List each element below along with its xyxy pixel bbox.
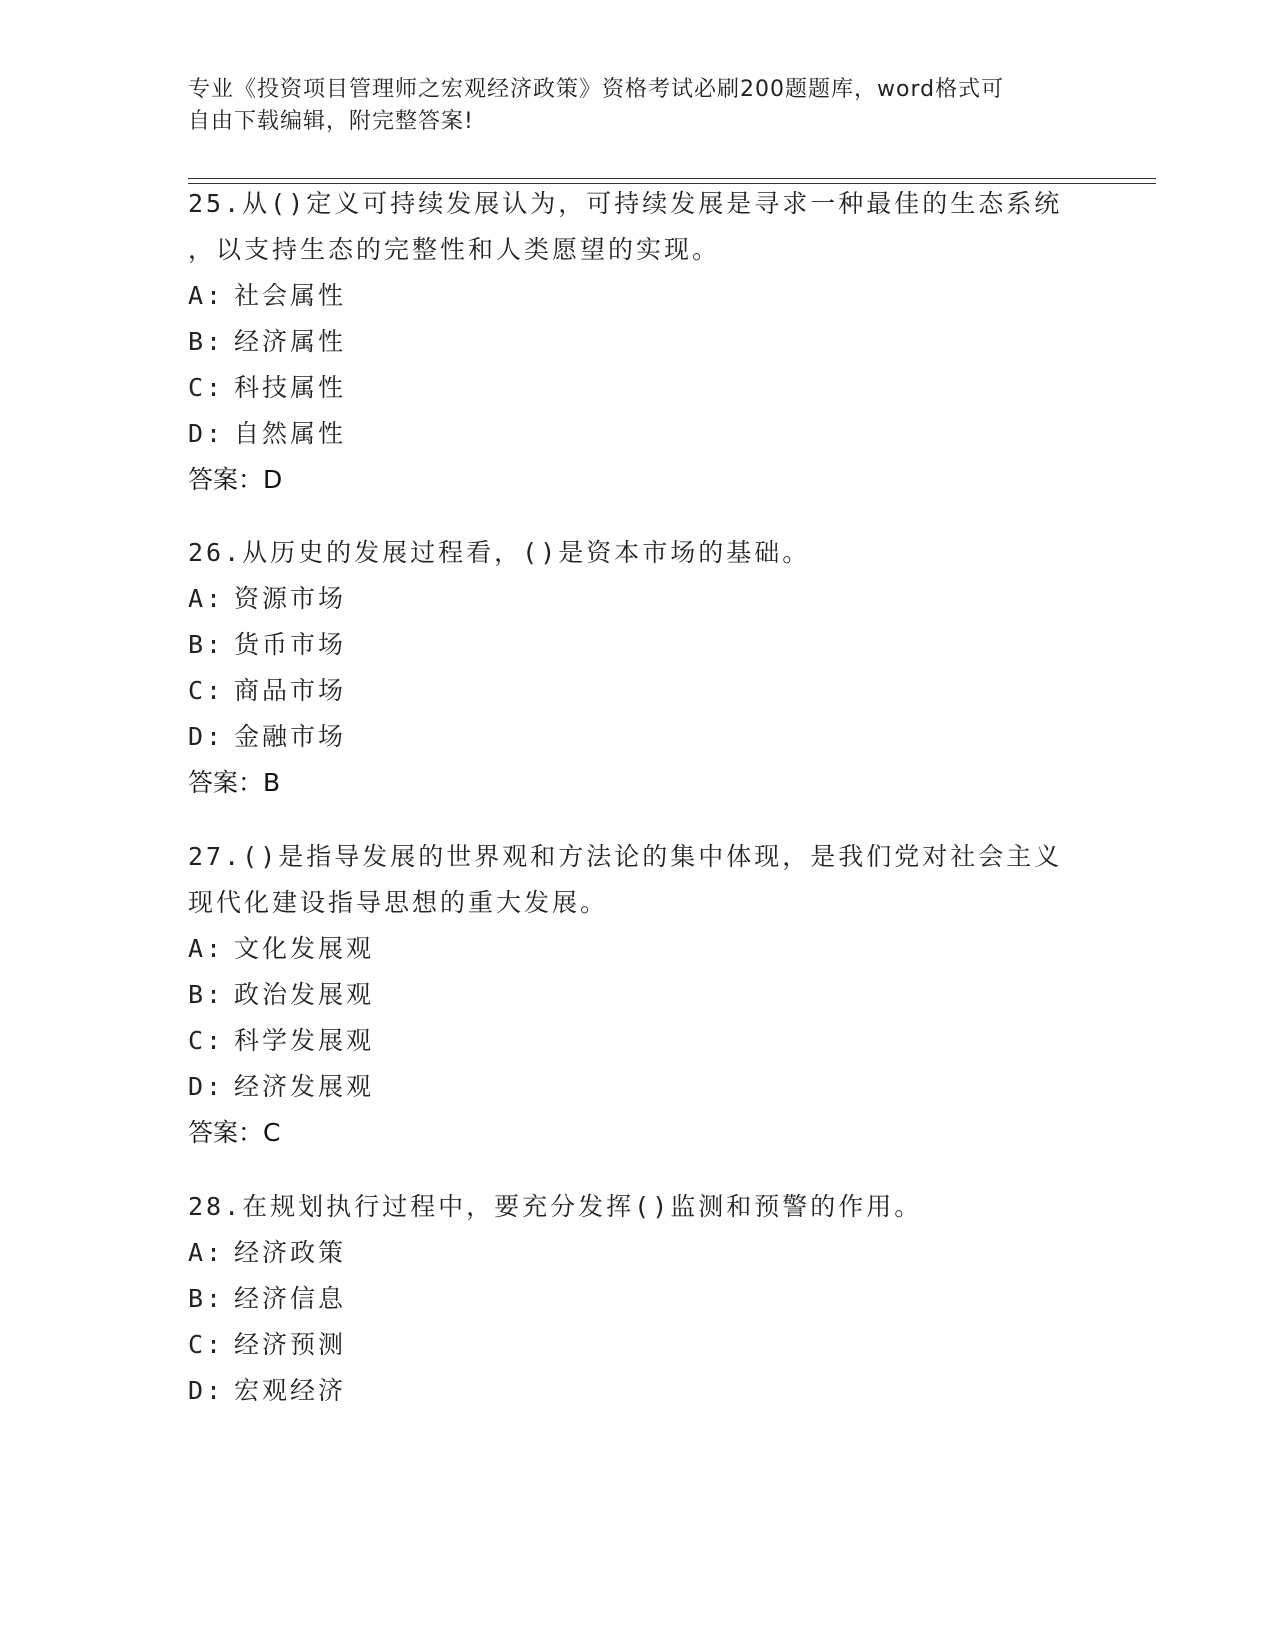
option-d — [188, 411, 1088, 457]
question-text-line-1: 28.在规划执行过程中，要充分发挥()监测和预警的作用。 — [188, 1192, 923, 1221]
option-text: 金融市场 — [234, 722, 347, 751]
question-28 — [188, 1184, 1088, 1414]
option-key: C: — [188, 676, 225, 705]
option-key: B: — [188, 1284, 225, 1313]
question-25 — [188, 181, 1088, 503]
question-text-line-2: ，以支持生态的完整性和人类愿望的实现。 — [188, 235, 721, 264]
option-c — [188, 668, 1088, 714]
answer-text: 答案：D — [188, 465, 283, 494]
option-text: 政治发展观 — [234, 980, 375, 1009]
option-key: B: — [188, 327, 225, 356]
question-26 — [188, 530, 1088, 806]
option-key: D: — [188, 722, 225, 751]
answer-text: 答案：B — [188, 768, 281, 797]
option-d — [188, 714, 1088, 760]
option-a — [188, 273, 1088, 319]
question-text-line-1: 27.()是指导发展的世界观和方法论的集中体现，是我们党对社会主义 — [188, 842, 1063, 871]
option-text: 经济发展观 — [234, 1072, 375, 1101]
option-text: 经济政策 — [234, 1238, 347, 1267]
option-text: 经济属性 — [234, 327, 347, 356]
option-key: A: — [188, 281, 225, 310]
option-key: A: — [188, 584, 225, 613]
option-b — [188, 319, 1088, 365]
option-b — [188, 622, 1088, 668]
answer-text: 答案：C — [188, 1118, 281, 1147]
option-key: B: — [188, 980, 225, 1009]
question-27 — [188, 834, 1088, 1156]
option-d — [188, 1368, 1088, 1414]
option-text: 科技属性 — [234, 373, 347, 402]
option-text: 社会属性 — [234, 281, 347, 310]
option-a — [188, 576, 1088, 622]
question-text-line-2: 现代化建设指导思想的重大发展。 — [188, 888, 609, 917]
option-text: 资源市场 — [234, 584, 347, 613]
question-text-line-1: 25.从()定义可持续发展认为，可持续发展是寻求一种最佳的生态系统 — [188, 189, 1063, 218]
option-text: 经济预测 — [234, 1330, 347, 1359]
header-line-2: 自由下载编辑，附完整答案! — [188, 109, 474, 134]
option-key: A: — [188, 934, 225, 963]
header-divider-top — [188, 178, 1156, 179]
option-text: 自然属性 — [234, 419, 347, 448]
option-key: C: — [188, 1026, 225, 1055]
question-text-line-1: 26.从历史的发展过程看，()是资本市场的基础。 — [188, 538, 811, 567]
option-b — [188, 1276, 1088, 1322]
option-c — [188, 365, 1088, 411]
option-key: D: — [188, 419, 225, 448]
option-key: B: — [188, 630, 225, 659]
option-a — [188, 1230, 1088, 1276]
option-key: A: — [188, 1238, 225, 1267]
option-key: D: — [188, 1072, 225, 1101]
option-text: 商品市场 — [234, 676, 347, 705]
option-text: 货币市场 — [234, 630, 347, 659]
header-line-1: 专业《投资项目管理师之宏观经济政策》资格考试必刷200题题库，word格式可 — [188, 77, 1005, 102]
option-d — [188, 1064, 1088, 1110]
option-text: 科学发展观 — [234, 1026, 375, 1055]
option-key: D: — [188, 1376, 225, 1405]
option-b — [188, 972, 1088, 1018]
option-c — [188, 1322, 1088, 1368]
document-header — [188, 74, 1088, 138]
option-key: C: — [188, 1330, 225, 1359]
option-text: 宏观经济 — [234, 1376, 347, 1405]
option-text: 文化发展观 — [234, 934, 375, 963]
option-c — [188, 1018, 1088, 1064]
option-key: C: — [188, 373, 225, 402]
option-text: 经济信息 — [234, 1284, 347, 1313]
option-a — [188, 926, 1088, 972]
